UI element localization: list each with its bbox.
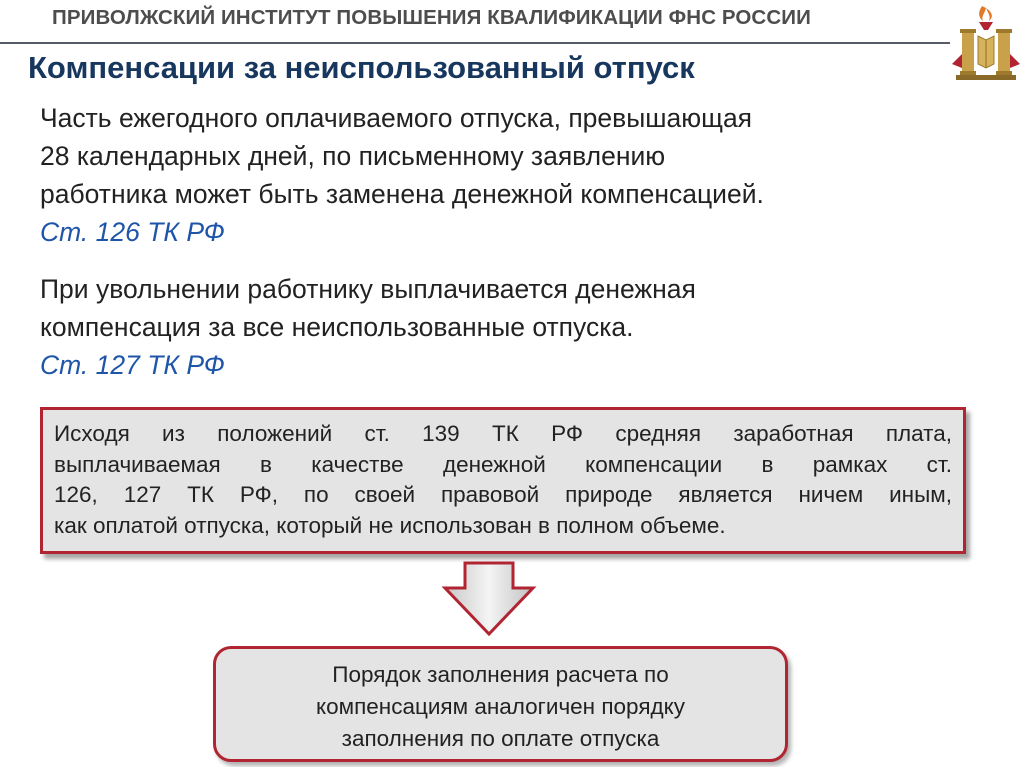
citation-article-126: Ст. 126 ТК РФ	[40, 217, 225, 247]
header-institute-name: ПРИВОЛЖСКИЙ ИНСТИТУТ ПОВЫШЕНИЯ КВАЛИФИКАЦИИ ФНС РОССИИ	[52, 6, 811, 29]
institute-emblem-icon	[948, 2, 1024, 84]
header-divider	[0, 42, 950, 44]
citation-article-127: Ст. 127 ТК РФ	[40, 350, 225, 380]
paragraph-line: работника может быть заменена денежной компенсацией.	[40, 179, 764, 209]
box-line: 126, 127 ТК РФ, по своей правовой природе является ничем иным,	[54, 482, 952, 507]
filling-procedure-text	[216, 659, 785, 755]
down-arrow-icon	[441, 560, 537, 638]
box-line: как оплатой отпуска, который не использован в полном объеме.	[54, 512, 726, 538]
article-139-text	[54, 419, 952, 541]
paragraph-line: компенсация за все неиспользованные отпуска.	[40, 312, 634, 342]
paragraph-line: При увольнении работнику выплачивается денежная	[40, 274, 696, 304]
paragraph-line: Часть ежегодного оплачиваемого отпуска, превышающая	[40, 103, 753, 133]
filling-procedure-box	[213, 646, 788, 762]
box-line: заполнения по оплате отпуска	[341, 726, 660, 751]
article-139-info-box	[40, 407, 966, 554]
slide-title: Компенсации за неиспользованный отпуск	[28, 50, 695, 85]
box-line: компенсациям аналогичен порядку	[316, 694, 685, 719]
paragraph-partial-leave	[40, 99, 764, 251]
paragraph-dismissal	[40, 270, 696, 384]
paragraph-line: 28 календарных дней, по письменному заявлению	[40, 141, 666, 171]
box-line: Порядок заполнения расчета по	[332, 662, 669, 687]
box-line: Исходя из положений ст. 139 ТК РФ средняя заработная плата,	[54, 421, 952, 446]
box-line: выплачиваемая в качестве денежной компенсации в рамках ст.	[54, 451, 952, 477]
